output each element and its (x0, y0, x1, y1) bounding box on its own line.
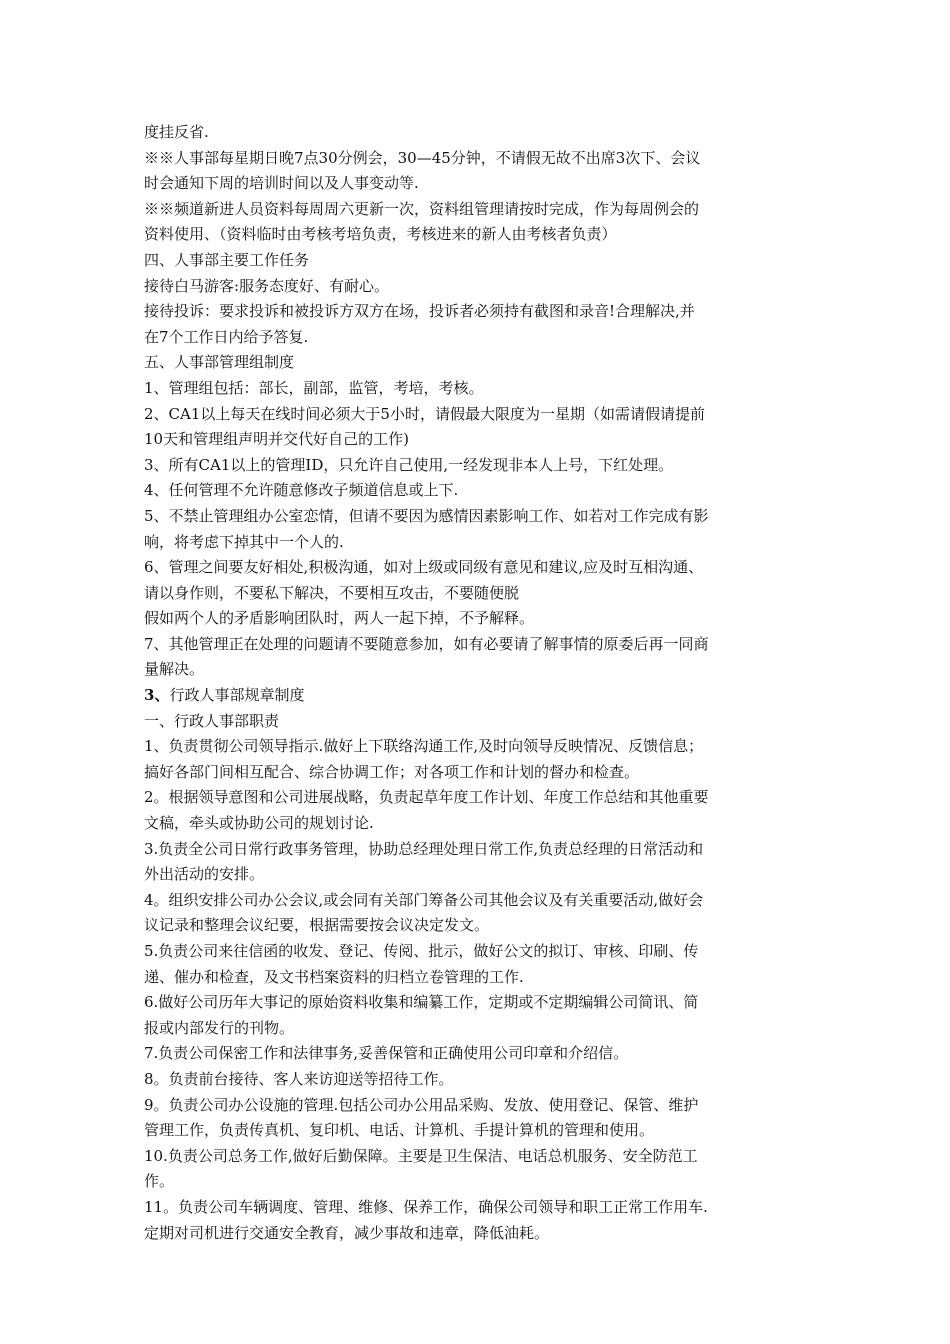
text-line: 议记录和整理会议纪要，根据需要按会议决定发文。 (144, 916, 490, 935)
text-line: 接待白马游客:服务态度好、有耐心。 (144, 276, 390, 295)
text-line: 5.负责公司来往信函的收发、登记、传阅、批示，做好公文的拟订、审核、印刷、传 (144, 942, 699, 960)
text-line: 在7个工作日内给予答复. (144, 327, 309, 346)
text-line: 10.负责公司总务工作,做好后勤保障。主要是卫生保洁、电话总机服务、安全防范工 (144, 1146, 698, 1165)
text-line: 搞好各部门间相互配合、综合协调工作；对各项工作和计划的督办和检查。 (144, 762, 640, 781)
text-line: 8。负责前台接待、客人来访迎送等招待工作。 (144, 1069, 454, 1088)
text-line: 10天和管理组声明并交代好自己的工作) (144, 430, 409, 449)
text-line: 文稿，牵头或协助公司的规划讨论. (144, 814, 374, 833)
text-line: 1、管理组包括：部长，副部，监管，考培，考核。 (144, 378, 484, 397)
text-line: 接待投诉：要求投诉和被投诉方双方在场，投诉者必须持有截图和录音!合理解决,并 (144, 302, 695, 321)
text-line: 响，将考虑下掉其中一个人的. (144, 532, 344, 551)
text-line: ※※人事部每星期日晚7点30分例会，30—45分钟，不请假无故不出席3次下、会议 (144, 148, 701, 167)
document-body (144, 120, 810, 1246)
text-line: 6.做好公司历年大事记的原始资料收集和编纂工作，定期或不定期编辑公司简讯、简 (144, 993, 699, 1012)
text-line: 11。负责公司车辆调度、管理、维修、保养工作，确保公司领导和职工正常工作用车. (144, 1197, 708, 1216)
chapter-number: 3、 (144, 686, 170, 705)
text-line: 1、负责贯彻公司领导指示.做好上下联络沟通工作,及时向领导反映情况、反馈信息； (144, 737, 704, 756)
section-heading: 一、行政人事部职责 (144, 711, 280, 730)
text-line: 5、不禁止管理组办公室恋情，但请不要因为感情因素影响工作、如若对工作完成有影 (144, 506, 709, 525)
text-line: 7、其他管理正在处理的问题请不要随意参加，如有必要请了解事情的原委后再一同商 (144, 634, 709, 653)
text-line: 资料使用、（资料临时由考核考培负责，考核进来的新人由考核者负责） (144, 225, 617, 244)
text-line: 3、所有CA1以上的管理ID，只允许自己使用,一经发现非本人上号，下红处理。 (144, 455, 674, 474)
text-line: 量解决。 (144, 660, 205, 679)
chapter-heading (144, 683, 810, 709)
text-line: 度挂反省. (144, 123, 209, 141)
chapter-title: 行政人事部规章制度 (169, 686, 305, 705)
text-line: 请以身作则，不要私下解决，不要相互攻击，不要随便脱 (144, 583, 520, 602)
text-line: 报或内部发行的刊物。 (144, 1018, 295, 1037)
text-line: 时会通知下周的培训时间以及人事变动等. (144, 174, 419, 193)
text-line: 作。 (144, 1172, 175, 1191)
text-line: 4、任何管理不允许随意修改子频道信息或上下. (144, 481, 459, 500)
section-heading: 五、人事部管理组制度 (144, 353, 295, 372)
text-line: 管理工作，负责传真机、复印机、电话、计算机、手提计算机的管理和使用。 (144, 1121, 655, 1140)
text-line: 外出活动的安排。 (144, 865, 265, 884)
section-heading: 四、人事部主要工作任务 (144, 250, 310, 269)
text-line: 递、催办和检查，及文书档案资料的归档立卷管理的工作. (144, 967, 524, 986)
text-line: 6、管理之间要友好相处,积极沟通，如对上级或同级有意见和建议,应及时互相沟通、 (144, 558, 704, 577)
text-line: ※※频道新进人员资料每周周六更新一次，资料组管理请按时完成，作为每周例会的 (144, 199, 700, 218)
text-line: 4。组织安排公司办公会议,或会同有关部门筹备公司其他会议及有关重要活动,做好会 (144, 890, 704, 909)
text-line: 2、CA1以上每天在线时间必须大于5小时，请假最大限度为一星期（如需请假请提前 (144, 404, 705, 423)
text-line: 9。负责公司办公设施的管理.包括公司办公用品采购、发放、使用登记、保管、维护 (144, 1095, 699, 1114)
text-line: 7.负责公司保密工作和法律事务,妥善保管和正确使用公司印章和介绍信。 (144, 1044, 629, 1063)
text-line: 3.负责全公司日常行政事务管理，协助总经理处理日常工作,负责总经理的日常活动和 (144, 839, 704, 858)
text-line: 定期对司机进行交通安全教育，减少事故和违章，降低油耗。 (144, 1223, 550, 1242)
text-line: 假如两个人的矛盾影响团队时，两人一起下掉，不予解释。 (144, 609, 535, 628)
text-line: 2。根据领导意图和公司进展战略，负责起草年度工作计划、年度工作总结和其他重要 (144, 788, 709, 807)
